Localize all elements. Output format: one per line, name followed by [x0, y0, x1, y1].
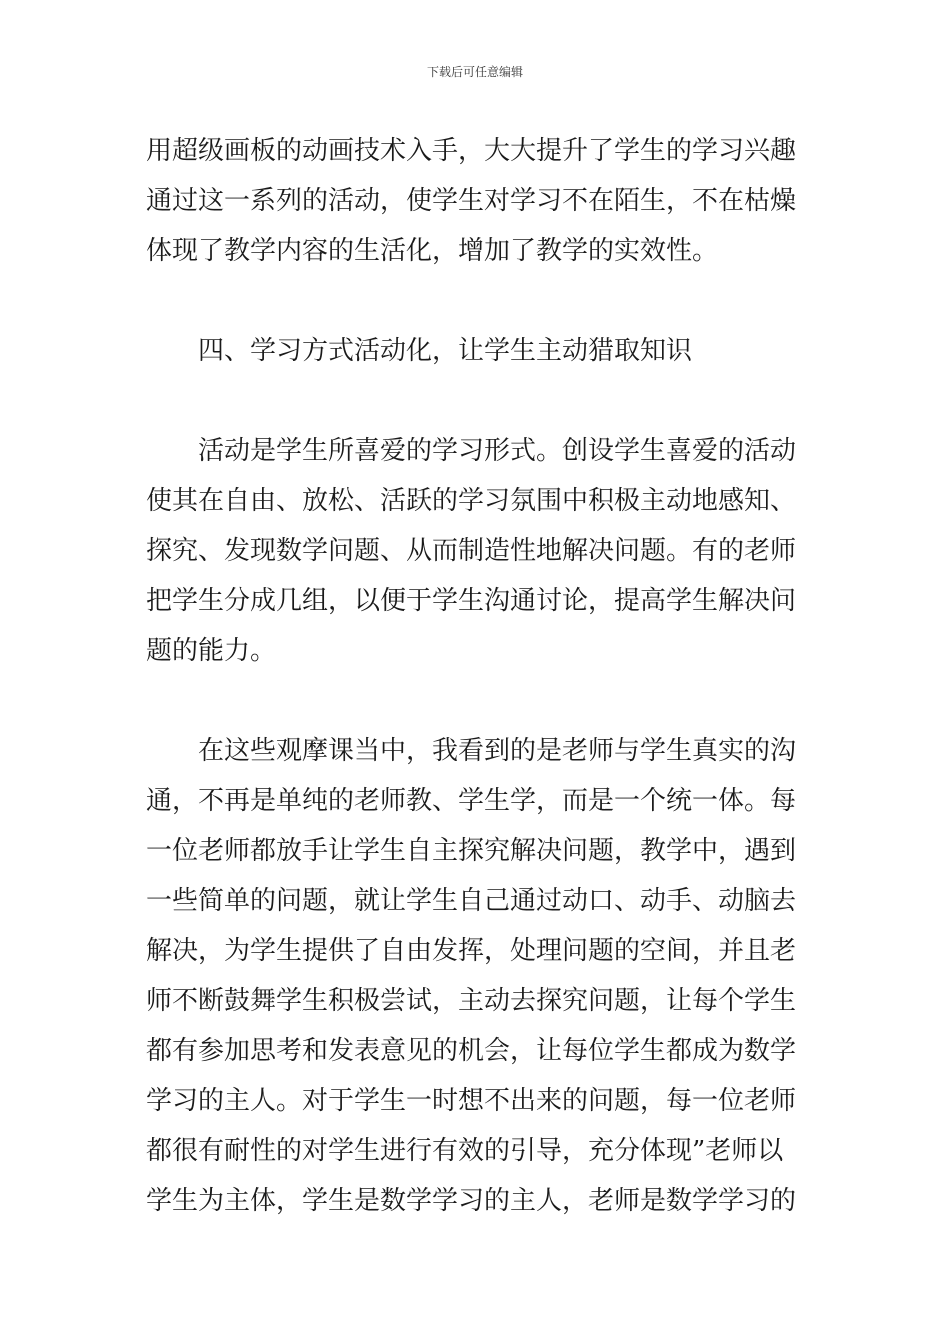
text-line: 探究、发现数学问题、从而制造性地解决问题。有的老师	[146, 536, 797, 566]
text-line: 把学生分成几组，以便于学生沟通讨论，提高学生解决问	[146, 586, 797, 616]
text-line: 题的能力。	[146, 636, 277, 666]
paragraph-gap	[146, 376, 808, 426]
text-line: 学习的主人。对于学生一时想不出来的问题，每一位老师	[146, 1086, 797, 1116]
text-line: 体现了教学内容的生活化，增加了教学的实效性。	[146, 236, 719, 266]
paragraph-gap	[146, 676, 808, 726]
paragraph-observation	[146, 726, 808, 1226]
paragraph-activity	[146, 426, 808, 676]
text-line: 解决，为学生提供了自由发挥，处理问题的空间，并且老	[146, 936, 797, 966]
text-line: 通，不再是单纯的老师教、学生学，而是一个统一体。每	[146, 786, 797, 816]
text-line: 学生为主体，学生是数学学习的主人，老师是数学学习的	[146, 1186, 797, 1216]
paragraph-continuation	[146, 126, 808, 276]
heading-line: 四、学习方式活动化，让学生主动猎取知识	[198, 336, 693, 366]
section-heading	[146, 326, 808, 376]
text-line: 通过这一系列的活动，使学生对学习不在陌生，不在枯燥	[146, 186, 797, 216]
page-header: 下载后可任意编辑	[426, 65, 523, 79]
paragraph-gap	[146, 276, 808, 326]
text-line: 都很有耐性的对学生进行有效的引导，充分体现”老师以	[146, 1136, 784, 1166]
text-line: 活动是学生所喜爱的学习形式。创设学生喜爱的活动	[198, 436, 797, 466]
document-body	[146, 126, 808, 1226]
text-line: 在这些观摩课当中，我看到的是老师与学生真实的沟	[198, 736, 797, 766]
text-line: 用超级画板的动画技术入手，大大提升了学生的学习兴趣	[146, 136, 797, 166]
text-line: 师不断鼓舞学生积极尝试，主动去探究问题，让每个学生	[146, 986, 797, 1016]
text-line: 使其在自由、放松、活跃的学习氛围中积极主动地感知、	[146, 486, 797, 516]
text-line: 都有参加思考和发表意见的机会，让每位学生都成为数学	[146, 1036, 797, 1066]
text-line: 一位老师都放手让学生自主探究解决问题，教学中，遇到	[146, 836, 797, 866]
text-line: 一些简单的问题，就让学生自己通过动口、动手、动脑去	[146, 886, 797, 916]
